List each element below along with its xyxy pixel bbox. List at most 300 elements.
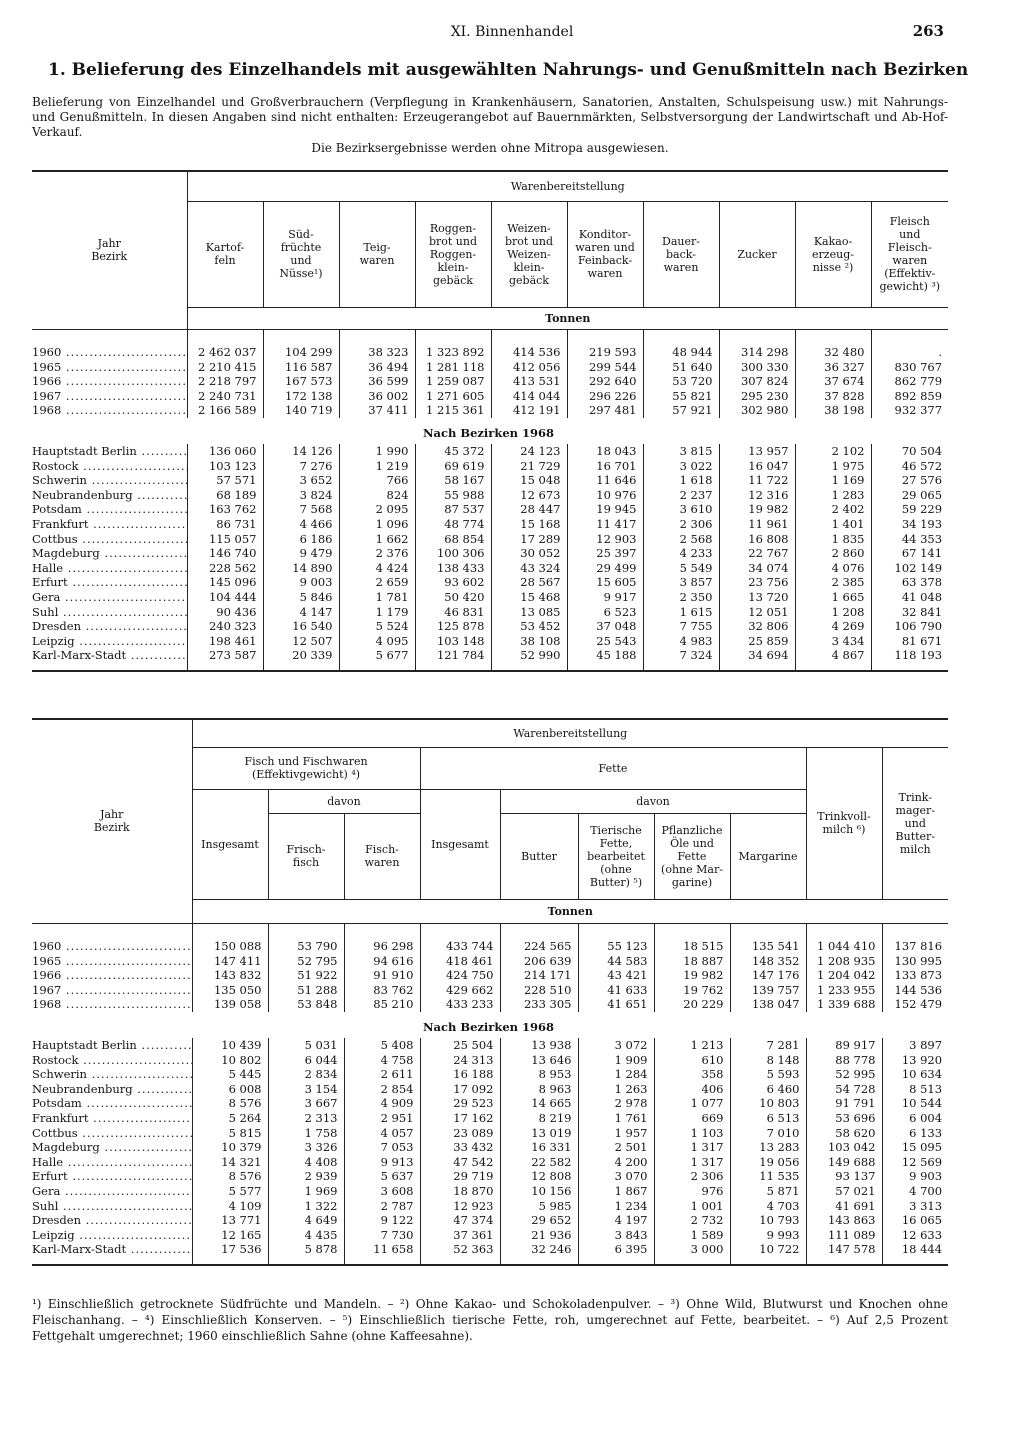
row-label: Magdeburg .....	[32, 546, 187, 561]
table-cell: 2 939	[268, 1169, 344, 1184]
table-cell: 29 523	[420, 1096, 500, 1111]
table-cell: 104 299	[263, 345, 339, 360]
table-cell: 17 289	[491, 532, 567, 547]
table-cell: 3 000	[654, 1242, 730, 1257]
table-cell: 8 576	[192, 1169, 268, 1184]
table-cell: 93 602	[415, 575, 491, 590]
row-label: Potsdam .....	[32, 502, 187, 517]
intro-note: Die Bezirksergebnisse werden ohne Mitropa ausgewiesen.	[311, 141, 669, 155]
table-row	[32, 1067, 948, 1082]
col-plant-oils: Pflanzliche Öle und Fette (ohne Mar- garine)	[654, 813, 730, 899]
table-cell: 53 790	[268, 939, 344, 954]
table-cell: 12 923	[420, 1199, 500, 1214]
table-cell: 13 019	[500, 1126, 578, 1141]
table-cell: 152 479	[882, 997, 948, 1012]
table-cell: 19 982	[654, 968, 730, 983]
row-label: Neubrandenburg .....	[32, 488, 187, 503]
table-cell: 6 460	[730, 1082, 806, 1097]
table-cell: 63 378	[871, 575, 948, 590]
row-label: Magdeburg .....	[32, 1140, 192, 1155]
table-cell: 15 168	[491, 517, 567, 532]
column-header: Teig- waren	[339, 201, 415, 307]
table-cell: 5 878	[268, 1242, 344, 1257]
table-cell: 100 306	[415, 546, 491, 561]
row-label: Gera .....	[32, 590, 187, 605]
table-cell: 610	[654, 1053, 730, 1068]
table-cell: 20 339	[263, 648, 339, 663]
table-row	[32, 968, 948, 983]
table-row	[32, 502, 948, 517]
table-cell: 2 501	[578, 1140, 654, 1155]
table-cell: 7 755	[643, 619, 719, 634]
table-cell: 135 541	[730, 939, 806, 954]
table-cell: 2 732	[654, 1213, 730, 1228]
table-cell: 8 148	[730, 1053, 806, 1068]
table-cell: 91 910	[344, 968, 420, 983]
table-cell: 29 652	[500, 1213, 578, 1228]
table-row	[32, 983, 948, 998]
table-cell: 214 171	[500, 968, 578, 983]
table-cell: 3 070	[578, 1169, 654, 1184]
table-cell: 94 616	[344, 954, 420, 969]
table-cell: 932 377	[871, 403, 948, 418]
table-cell: 12 808	[500, 1169, 578, 1184]
table-cell: 4 057	[344, 1126, 420, 1141]
table-cell: 115 057	[187, 532, 263, 547]
table-cell: 1 219	[339, 459, 415, 474]
table-cell: 70 504	[871, 444, 948, 459]
table-cell: 16 331	[500, 1140, 578, 1155]
table-cell: 13 085	[491, 605, 567, 620]
table-cell: 6 044	[268, 1053, 344, 1068]
table-cell: 8 963	[500, 1082, 578, 1097]
table-row	[32, 575, 948, 590]
table-cell: 5 846	[263, 590, 339, 605]
table-row	[32, 1228, 948, 1243]
table-cell: 7 053	[344, 1140, 420, 1155]
table-cell: 48 944	[643, 345, 719, 360]
table-cell: 766	[339, 473, 415, 488]
table-cell: 11 658	[344, 1242, 420, 1257]
table-cell: 2 462 037	[187, 345, 263, 360]
table-cell: 1 323 892	[415, 345, 491, 360]
table-cell: 2 659	[339, 575, 415, 590]
table-cell: 13 938	[500, 1038, 578, 1053]
row-label: 1966 .....	[32, 374, 187, 389]
table-cell: 44 353	[871, 532, 948, 547]
column-header: Kartof- feln	[187, 201, 263, 307]
table-cell: 6 008	[192, 1082, 268, 1097]
table-cell: 12 569	[882, 1155, 948, 1170]
table-cell: 38 198	[795, 403, 871, 418]
table-cell: 50 420	[415, 590, 491, 605]
table-cell: 2 611	[344, 1067, 420, 1082]
table-cell: 125 878	[415, 619, 491, 634]
table-cell: 68 189	[187, 488, 263, 503]
table-cell: 149 688	[806, 1155, 882, 1170]
table-cell: 9 003	[263, 575, 339, 590]
table-cell: 38 108	[491, 634, 567, 649]
table-cell: 1 909	[578, 1053, 654, 1068]
table-cell: 314 298	[719, 345, 795, 360]
table-cell: 89 917	[806, 1038, 882, 1053]
table-cell: 91 791	[806, 1096, 882, 1111]
table-cell: 11 417	[567, 517, 643, 532]
table-cell: 12 316	[719, 488, 795, 503]
table-cell: 4 109	[192, 1199, 268, 1214]
table-cell: 6 513	[730, 1111, 806, 1126]
table-cell: 5 985	[500, 1199, 578, 1214]
table-cell: 2 240 731	[187, 389, 263, 404]
table-row	[32, 1038, 948, 1053]
table-cell: 30 052	[491, 546, 567, 561]
table-cell: 121 784	[415, 648, 491, 663]
table-cell: 8 219	[500, 1111, 578, 1126]
col-milk: Trinkvoll- milch ⁶)	[806, 747, 882, 899]
table-cell: 69 619	[415, 459, 491, 474]
table-cell: 45 188	[567, 648, 643, 663]
table-cell: 10 544	[882, 1096, 948, 1111]
table-cell: 3 824	[263, 488, 339, 503]
table-cell: 24 123	[491, 444, 567, 459]
table-cell: 13 720	[719, 590, 795, 605]
chapter-header: XI. Binnenhandel	[450, 24, 574, 40]
table-row	[32, 360, 948, 375]
table-cell: 300 330	[719, 360, 795, 375]
table-cell: 16 065	[882, 1213, 948, 1228]
table-cell: 7 281	[730, 1038, 806, 1053]
table-cell: 4 867	[795, 648, 871, 663]
table-cell: 824	[339, 488, 415, 503]
table-cell: 2 568	[643, 532, 719, 547]
table-cell: 10 793	[730, 1213, 806, 1228]
table-cell: 4 909	[344, 1096, 420, 1111]
table-cell: 21 936	[500, 1228, 578, 1243]
table-cell: 1 259 087	[415, 374, 491, 389]
col-fresh-fish: Frisch- fisch	[268, 813, 344, 899]
table-cell: 103 123	[187, 459, 263, 474]
table-cell: 83 762	[344, 983, 420, 998]
table-cell: 130 995	[882, 954, 948, 969]
row-label: 1967 .....	[32, 983, 192, 998]
table-cell: 46 831	[415, 605, 491, 620]
table-cell: 1 169	[795, 473, 871, 488]
row-label: Neubrandenburg .....	[32, 1082, 192, 1097]
table-cell: 41 048	[871, 590, 948, 605]
table-cell: 2 787	[344, 1199, 420, 1214]
table-cell: 58 620	[806, 1126, 882, 1141]
table-cell: 67 141	[871, 546, 948, 561]
table-cell: 48 774	[415, 517, 491, 532]
row-label: Suhl .....	[32, 1199, 192, 1214]
table-cell: 5 549	[643, 561, 719, 576]
table-cell: 233 305	[500, 997, 578, 1012]
table-cell: 6 395	[578, 1242, 654, 1257]
table-cell: .	[871, 345, 948, 360]
table-cell: 1 975	[795, 459, 871, 474]
table-row	[32, 1199, 948, 1214]
table-cell: 13 957	[719, 444, 795, 459]
table-cell: 3 022	[643, 459, 719, 474]
table-cell: 1 322	[268, 1199, 344, 1214]
table-cell: 52 995	[806, 1067, 882, 1082]
table-cell: 19 056	[730, 1155, 806, 1170]
table-cell: 2 306	[654, 1169, 730, 1184]
table-row	[32, 997, 948, 1012]
table-cell: 12 051	[719, 605, 795, 620]
table-row	[32, 389, 948, 404]
row-label: Erfurt .....	[32, 1169, 192, 1184]
row-label: Dresden .....	[32, 619, 187, 634]
table-cell: 18 444	[882, 1242, 948, 1257]
table-row	[32, 444, 948, 459]
table-cell: 669	[654, 1111, 730, 1126]
table-cell: 150 088	[192, 939, 268, 954]
table-cell: 3 652	[263, 473, 339, 488]
table-cell: 1 204 042	[806, 968, 882, 983]
table-cell: 16 540	[263, 619, 339, 634]
table-cell: 34 694	[719, 648, 795, 663]
table-cell: 16 188	[420, 1067, 500, 1082]
table-cell: 10 802	[192, 1053, 268, 1068]
table-cell: 104 444	[187, 590, 263, 605]
table-cell: 424 750	[420, 968, 500, 983]
table-cell: 273 587	[187, 648, 263, 663]
table-cell: 12 165	[192, 1228, 268, 1243]
table-cell: 118 193	[871, 648, 948, 663]
table-cell: 3 843	[578, 1228, 654, 1243]
table-row	[32, 1155, 948, 1170]
table-cell: 1 179	[339, 605, 415, 620]
col-animal-fats: Tierische Fette, bearbeitet (ohne Butter) ⁵)	[578, 813, 654, 899]
table-cell: 413 531	[491, 374, 567, 389]
table-cell: 3 313	[882, 1199, 948, 1214]
table-cell: 10 976	[567, 488, 643, 503]
column-header: Kakao- erzeug- nisse ²)	[795, 201, 871, 307]
table-cell: 3 610	[643, 502, 719, 517]
table-cell: 53 452	[491, 619, 567, 634]
table-cell: 412 191	[491, 403, 567, 418]
table-cell: 138 047	[730, 997, 806, 1012]
table-cell: 54 728	[806, 1082, 882, 1097]
table-cell: 86 731	[187, 517, 263, 532]
table-cell: 13 646	[500, 1053, 578, 1068]
table-cell: 412 056	[491, 360, 567, 375]
table-cell: 302 980	[719, 403, 795, 418]
table-cell: 7 730	[344, 1228, 420, 1243]
table-cell: 18 515	[654, 939, 730, 954]
table-cell: 139 058	[192, 997, 268, 1012]
table-cell: 206 639	[500, 954, 578, 969]
table-cell: 18 870	[420, 1184, 500, 1199]
table-cell: 1 281 118	[415, 360, 491, 375]
table-cell: 3 326	[268, 1140, 344, 1155]
table-row	[32, 1126, 948, 1141]
table-cell: 53 696	[806, 1111, 882, 1126]
group-header: Warenbereitstellung	[192, 719, 948, 747]
table-cell: 976	[654, 1184, 730, 1199]
table-cell: 17 536	[192, 1242, 268, 1257]
table-cell: 240 323	[187, 619, 263, 634]
table-row	[32, 561, 948, 576]
table-cell: 7 010	[730, 1126, 806, 1141]
table-title: 1. Belieferung des Einzelhandels mit ausgewählten Nahrungs- und Genußmitteln nach Bezirken	[48, 60, 969, 80]
table-cell: 25 859	[719, 634, 795, 649]
table-cell: 11 646	[567, 473, 643, 488]
table-cell: 25 543	[567, 634, 643, 649]
row-label: Halle .....	[32, 561, 187, 576]
column-header: Süd- früchte und Nüsse¹)	[263, 201, 339, 307]
table-cell: 5 871	[730, 1184, 806, 1199]
table-cell: 5 264	[192, 1111, 268, 1126]
table-cell: 13 283	[730, 1140, 806, 1155]
table-cell: 13 771	[192, 1213, 268, 1228]
table-cell: 51 640	[643, 360, 719, 375]
table-cell: 15 048	[491, 473, 567, 488]
row-label: 1967 .....	[32, 389, 187, 404]
table-row	[32, 1169, 948, 1184]
table-cell: 307 824	[719, 374, 795, 389]
table-cell: 2 350	[643, 590, 719, 605]
table-cell: 6 133	[882, 1126, 948, 1141]
table-cell: 5 445	[192, 1067, 268, 1082]
row-label: Frankfurt .....	[32, 1111, 192, 1126]
table-row	[32, 1096, 948, 1111]
table-cell: 17 162	[420, 1111, 500, 1126]
table-cell: 6 004	[882, 1111, 948, 1126]
table-cell: 1 208 935	[806, 954, 882, 969]
table-cell: 1 215 361	[415, 403, 491, 418]
table-cell: 11 722	[719, 473, 795, 488]
table-cell: 38 323	[339, 345, 415, 360]
table-cell: 4 197	[578, 1213, 654, 1228]
table-cell: 57 571	[187, 473, 263, 488]
table-cell: 10 379	[192, 1140, 268, 1155]
table-cell: 88 778	[806, 1053, 882, 1068]
table-cell: 22 582	[500, 1155, 578, 1170]
table-cell: 224 565	[500, 939, 578, 954]
table-cell: 10 439	[192, 1038, 268, 1053]
table-cell: 4 758	[344, 1053, 420, 1068]
table-cell: 135 050	[192, 983, 268, 998]
fats-davon: davon	[500, 789, 806, 813]
table-cell: 136 060	[187, 444, 263, 459]
table-cell: 3 857	[643, 575, 719, 590]
table-cell: 18 887	[654, 954, 730, 969]
row-label: Potsdam .....	[32, 1096, 192, 1111]
table-cell: 34 193	[871, 517, 948, 532]
col-fats-total: Insgesamt	[420, 789, 500, 899]
table-cell: 1 339 688	[806, 997, 882, 1012]
table-cell: 9 122	[344, 1213, 420, 1228]
row-label: Suhl .....	[32, 605, 187, 620]
table-cell: 147 176	[730, 968, 806, 983]
table-cell: 8 576	[192, 1096, 268, 1111]
table-cell: 297 481	[567, 403, 643, 418]
table-cell: 15 468	[491, 590, 567, 605]
table-cell: 9 479	[263, 546, 339, 561]
table-row	[32, 1184, 948, 1199]
table-cell: 41 651	[578, 997, 654, 1012]
table-cell: 59 229	[871, 502, 948, 517]
table-cell: 36 494	[339, 360, 415, 375]
table-cell: 103 042	[806, 1140, 882, 1155]
table-cell: 2 095	[339, 502, 415, 517]
table-cell: 10 722	[730, 1242, 806, 1257]
table-cell: 1 234	[578, 1199, 654, 1214]
table-row	[32, 459, 948, 474]
table-row	[32, 648, 948, 663]
table-cell: 43 421	[578, 968, 654, 983]
table-cell: 12 507	[263, 634, 339, 649]
table-cell: 1 283	[795, 488, 871, 503]
table-cell: 1 317	[654, 1140, 730, 1155]
table-cell: 1 761	[578, 1111, 654, 1126]
table-row	[32, 546, 948, 561]
table-cell: 36 002	[339, 389, 415, 404]
table-cell: 16 701	[567, 459, 643, 474]
table-cell: 138 433	[415, 561, 491, 576]
table-cell: 37 411	[339, 403, 415, 418]
column-header: Dauer- back- waren	[643, 201, 719, 307]
table-row	[32, 1213, 948, 1228]
table-cell: 1 317	[654, 1155, 730, 1170]
table-cell: 5 408	[344, 1038, 420, 1053]
table-cell: 296 226	[567, 389, 643, 404]
table-cell: 292 640	[567, 374, 643, 389]
table-row	[32, 473, 948, 488]
table-row	[32, 517, 948, 532]
table-row	[32, 1140, 948, 1155]
table-cell: 892 859	[871, 389, 948, 404]
row-label: Dresden .....	[32, 1213, 192, 1228]
table-cell: 19 762	[654, 983, 730, 998]
table-cell: 8 953	[500, 1067, 578, 1082]
table-cell: 18 043	[567, 444, 643, 459]
table-cell: 14 665	[500, 1096, 578, 1111]
table-cell: 145 096	[187, 575, 263, 590]
table-cell: 29 065	[871, 488, 948, 503]
table-cell: 4 649	[268, 1213, 344, 1228]
table-cell: 9 993	[730, 1228, 806, 1243]
table-row	[32, 634, 948, 649]
row-label: Cottbus .....	[32, 1126, 192, 1141]
table-cell: 52 363	[420, 1242, 500, 1257]
table-cell: 11 961	[719, 517, 795, 532]
table-cell: 1 665	[795, 590, 871, 605]
table-cell: 116 587	[263, 360, 339, 375]
table-cell: 9 903	[882, 1169, 948, 1184]
table-1	[32, 170, 948, 672]
table-cell: 1 103	[654, 1126, 730, 1141]
table-cell: 37 048	[567, 619, 643, 634]
table-cell: 1 271 605	[415, 389, 491, 404]
table-cell: 4 424	[339, 561, 415, 576]
table-cell: 219 593	[567, 345, 643, 360]
table-cell: 172 138	[263, 389, 339, 404]
table-cell: 87 537	[415, 502, 491, 517]
row-label: Hauptstadt Berlin .....	[32, 444, 187, 459]
table-cell: 2 834	[268, 1067, 344, 1082]
table-cell: 46 572	[871, 459, 948, 474]
table-cell: 4 466	[263, 517, 339, 532]
table-cell: 23 089	[420, 1126, 500, 1141]
table-cell: 2 376	[339, 546, 415, 561]
table-cell: 3 897	[882, 1038, 948, 1053]
table-cell: 111 089	[806, 1228, 882, 1243]
section-label: Nach Bezirken 1968	[423, 425, 555, 440]
table-cell: 28 567	[491, 575, 567, 590]
